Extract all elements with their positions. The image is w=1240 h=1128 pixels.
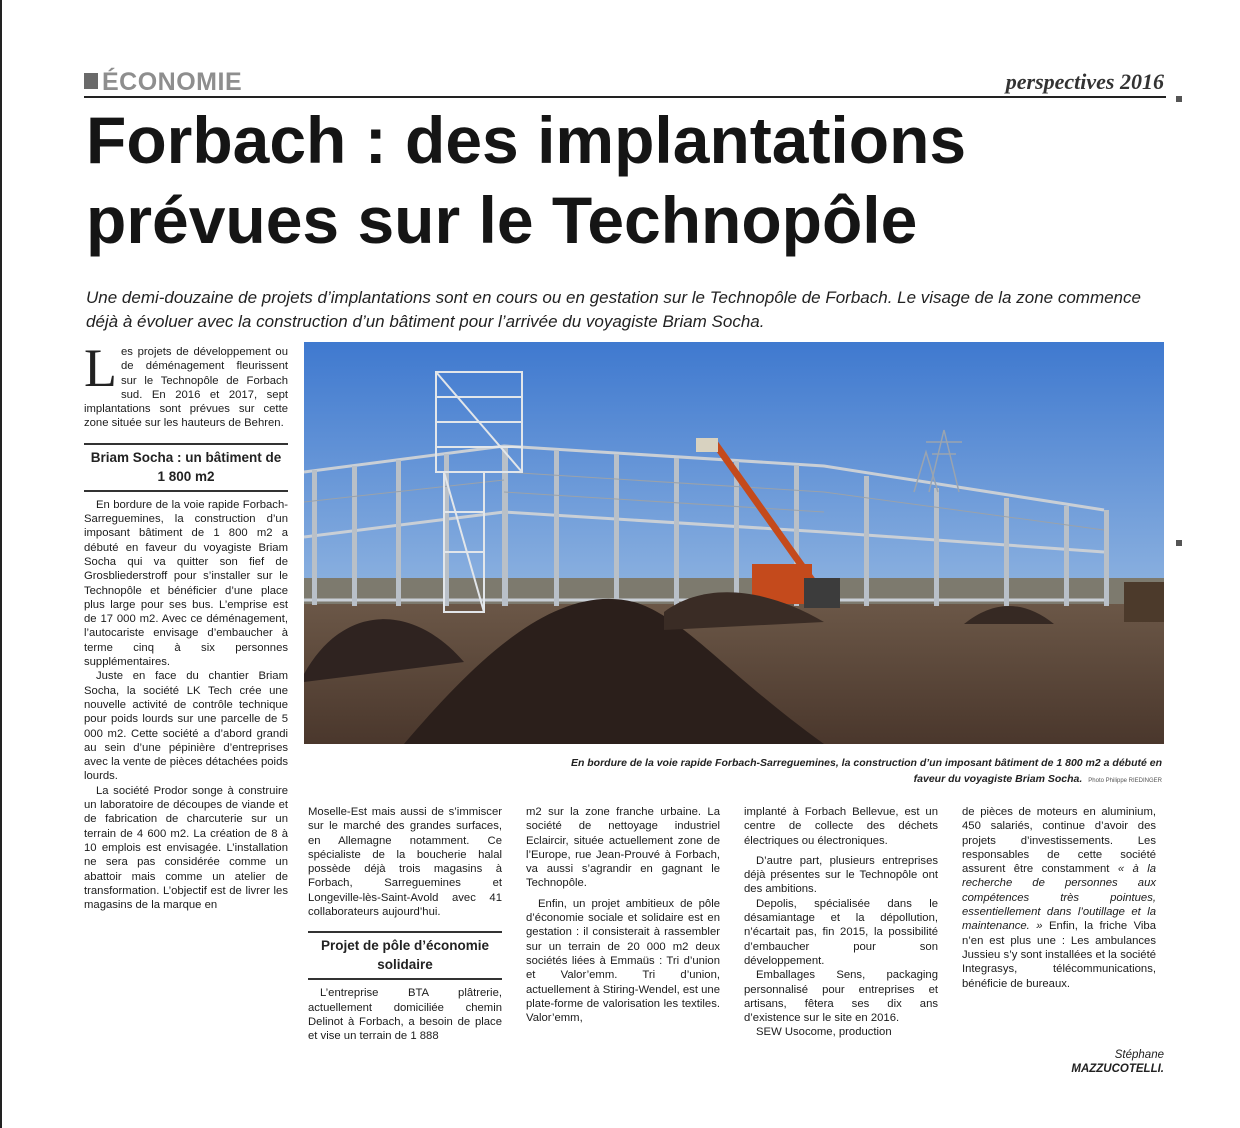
margin-mark [1176,540,1182,546]
col1-paragraph-3: La société Prodor songe à construire un laboratoire de découpes de viande et de fabrication de charcuterie sur un terrain de 4 600 m2. La création de 8 à 10 emplois est envisagée. L’installation ne sera pas considérée comme un abattoir mais comme un atelier de transformation. L’objectif est de livrer les magasins de la marque en [84,784,288,912]
section-header [84,70,1166,98]
col3-paragraph-1: m2 sur la zone franche urbaine. La société de nettoyage industriel Eclaircir, située actuellement zone de l’Europe, rue Jean-Prouvé à Forbach, va aussi s’agrandir en gagnant le Technopôle. [526,806,720,890]
author-signature [1000,1048,1164,1076]
column-4 [744,805,938,1040]
page-border [0,0,2,1128]
col1-paragraph-2: Juste en face du chantier Briam Socha, la société LK Tech crée une nouvelle activité de contrôle technique pour poids lourds sur une parcelle de 5 000 m2. Cette société a d’abord grandi au sein d’une pépinière d’entreprises avec la vente de pièces détachées poids lourds. [84,670,288,783]
subhead-pole-solidaire: Projet de pôle d’économie solidaire [308,931,502,980]
margin-mark [1176,96,1182,102]
section-name: ÉCONOMIE [102,68,243,96]
column-2 [308,805,502,1044]
col2-paragraph-2: L’entreprise BTA plâtrerie, actuellement domiciliée chemin Delinot à Forbach, a besoin de place et vise un terrain de 1 888 [308,987,502,1043]
photo-credit: Photo Philippe RIEDINGER [1088,778,1162,784]
col1-paragraph-1: En bordure de la voie rapide Forbach-Sarreguemines, la construction d’un imposant bâtiment de 1 800 m2 a débuté en faveur du voyagiste Briam Socha qui va quitter son fief de Grosbliederstroff pour s’installer sur le Technopôle et bénéficier d’une place plus large pour ses bus. L’emprise est de 17 000 m2. Avec ce déménagement, l’autocariste envisage d’embaucher à terme cinq à six personnes supplémentaires. [84,498,288,669]
section-marker [84,73,98,89]
standfirst: Une demi-douzaine de projets d’implantations sont en cours ou en gestation sur le Technopôle de Forbach. Le visage de la zone commence déjà à évoluer avec la construction d’un bâtiment pour l’arrivée du voyagiste Briam Socha. [86,288,1141,331]
col2-paragraph-1: Moselle-Est mais aussi de s’immiscer sur le marché des grandes surfaces, en Allemagne notamment. Ce spécialiste de la boucherie halal possède déjà trois magasins à Forbach, Sarreguemines et Longeville-lès-Saint-Avold avec 41 collaborateurs aujourd’hui. [308,806,502,919]
headline: Forbach : des implantations prévues sur le Technopôle [86,103,967,257]
series-title: perspectives 2016 [1005,69,1164,94]
construction-site-illustration [304,342,1164,744]
author-last-name: MAZZUCOTELLI. [1071,1063,1164,1075]
col4-paragraph-2: D’autre part, plusieurs entreprises déjà présentes sur le Technopôle ont des ambitions. [744,854,938,896]
photo-caption [548,755,1162,789]
col4-paragraph-1: implanté à Forbach Bellevue, est un centre de collecte des déchets électriques ou électroniques. [744,806,938,847]
col4-paragraph-5: SEW Usocome, production [756,1026,892,1039]
col5-paragraph-1 [962,805,1156,991]
intro-paragraph [84,338,288,431]
col4-paragraph-3: Depolis, spécialisée dans le désamiantage et la dépollution, n’écartait pas, fin 2015, la possibilité d’embaucher pour son développement. [744,897,938,967]
intro-text: es projets de développement ou de déménagement fleurissent sur le Technopôle de Forbach sud. En 2016 et 2017, sept implantations sont prévues sur cette zone située sur les hauteurs de Behren. [84,346,288,430]
author-first-name: Stéphane [1114,1049,1164,1061]
col3-paragraph-2: Enfin, un projet ambitieux de pôle d’économie sociale et solidaire est en gestation : il consisterait à rassembler sur un terrain de 20 000 m2 deux sociétés liées à Emmaüs : Tri d’union et Valor’emm. Tri d’union, actuellement à Stiring-Wendel, est une plate-forme de valorisation les textiles. Valor’emm, [526,897,720,1025]
col5-text-c: Enfin, la friche Viba n’en est plus une : Les ambulances Jussieu s’y sont installées et la société Integrasys, télécommunications, bénéficie de bureaux. [962,920,1156,990]
col4-paragraph-4: Emballages Sens, packaging personnalisé pour entreprises et artisans, fêtera ses dix ans d’existence sur le site en 2016. [744,969,938,1025]
construction-photo [304,342,1164,744]
subhead-briam-socha: Briam Socha : un bâtiment de 1 800 m2 [84,443,288,492]
column-5 [962,805,1156,991]
lead-column [84,338,288,912]
col5-text-a: de pièces de moteurs en aluminium, 450 salariés, continue d’avoir des projets d’investissements. Les responsables de cette société assurent être constamment [962,806,1156,876]
column-3 [526,805,720,1025]
caption-text: En bordure de la voie rapide Forbach-Sarreguemines, la construction d’un imposant bâtiment de 1 800 m2 a débuté en faveur du voyagiste Briam Socha. [570,757,1162,785]
drop-cap: L [84,338,117,398]
col5-quote: « à la recherche de personnes aux compétences très pointues, essentiellement dans l’outillage et la maintenance. » [962,863,1156,933]
